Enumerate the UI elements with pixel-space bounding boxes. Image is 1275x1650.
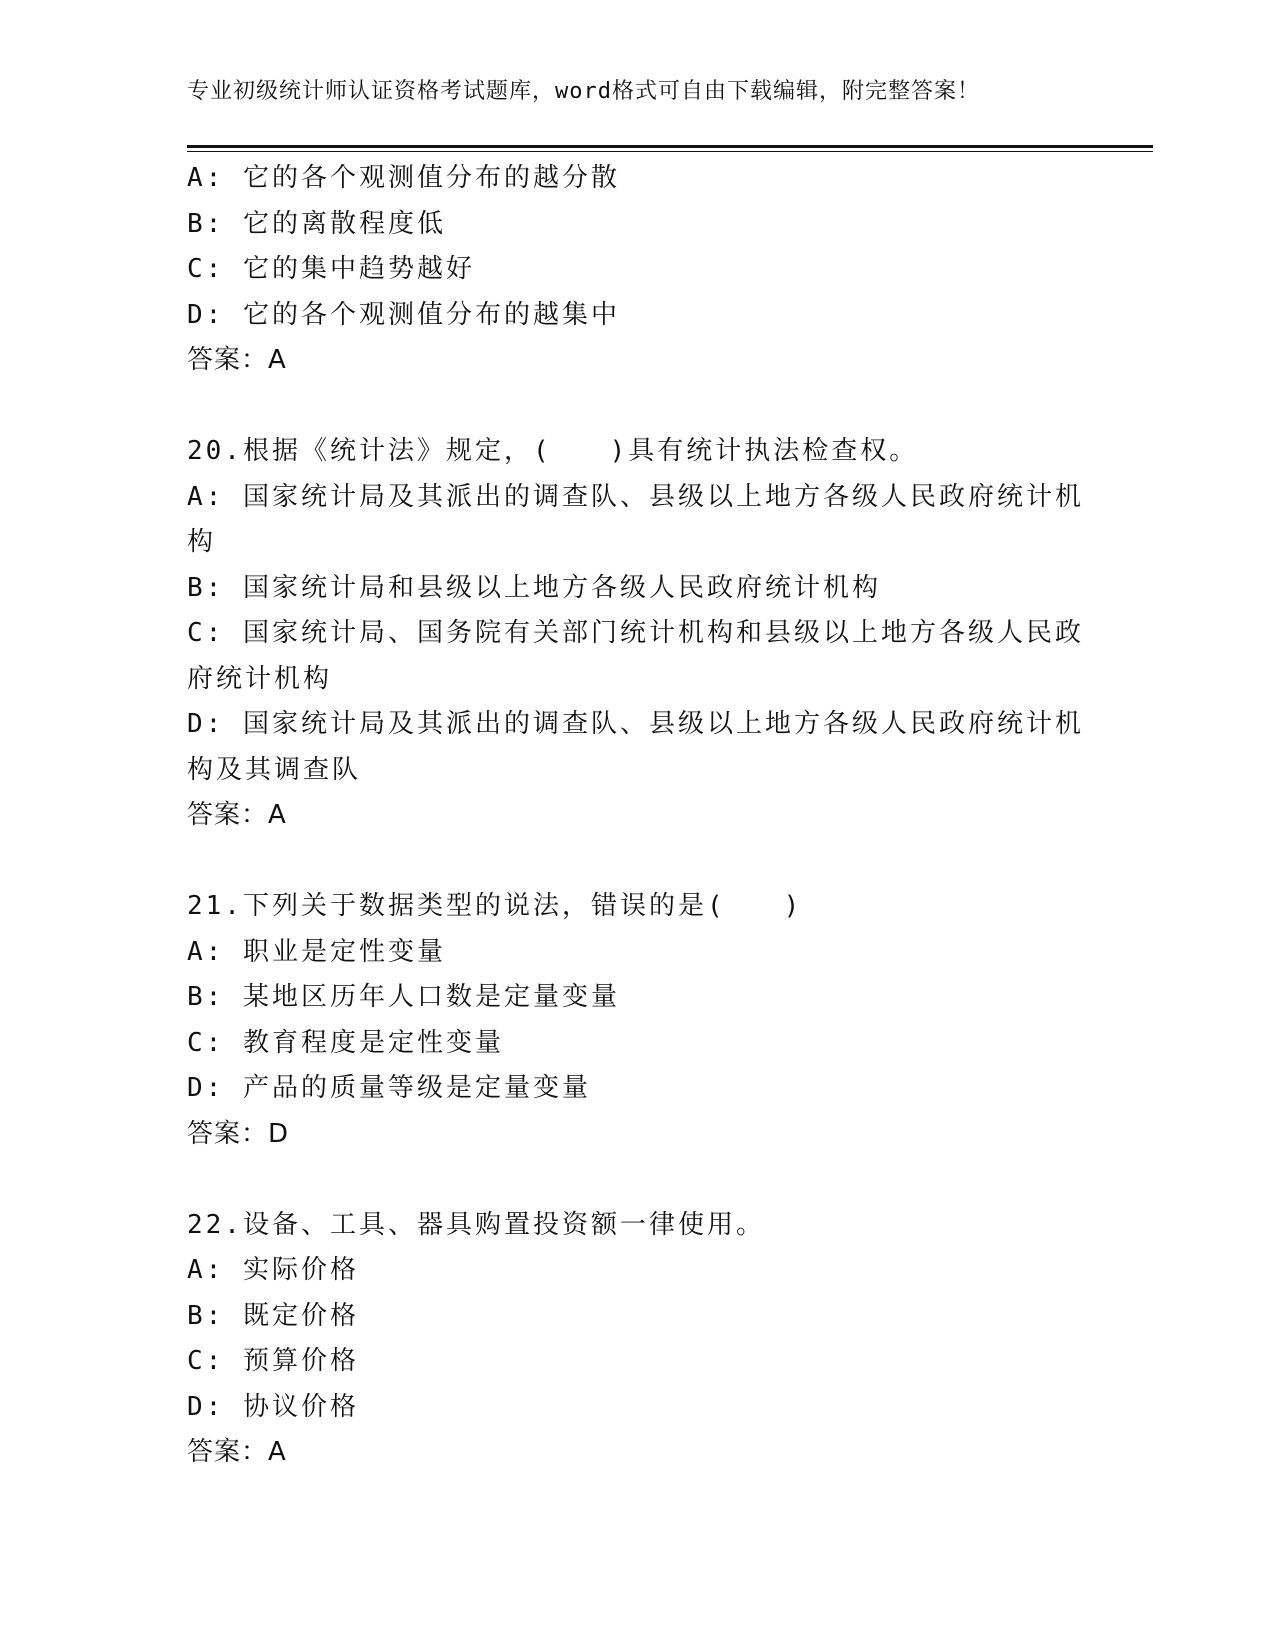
q20-option-d-cont: 构及其调查队	[187, 754, 362, 785]
spacer	[187, 384, 1087, 430]
q22-option-a: A: 实际价格	[187, 1255, 359, 1285]
q20-option-d: D: 国家统计局及其派出的调查队、县级以上地方各级人民政府统计机	[187, 709, 1084, 739]
option-b: B: 它的离散程度低	[187, 208, 446, 239]
q21-option-b: B: 某地区历年人口数是定量变量	[187, 982, 620, 1012]
q20-answer: 答案：A	[187, 800, 287, 830]
q21-option-a: A: 职业是定性变量	[187, 936, 446, 967]
option-a: A: 它的各个观测值分布的越分散	[187, 163, 620, 193]
q20-option-c: C: 国家统计局、国务院有关部门统计机构和县级以上地方各级人民政	[187, 618, 1084, 648]
page-header: 专业初级统计师认证资格考试题库，word格式可自由下载编辑，附完整答案！	[187, 79, 980, 104]
question-21: 21.下列关于数据类型的说法，错误的是( )	[187, 891, 803, 921]
spacer	[187, 1157, 1087, 1203]
q20-option-a-cont: 构	[187, 527, 217, 557]
option-d: D: 它的各个观测值分布的越集中	[187, 299, 620, 330]
q22-option-c: C: 预算价格	[187, 1346, 359, 1376]
question-22: 22.设备、工具、器具购置投资额一律使用。	[187, 1209, 765, 1240]
q20-option-c-cont: 府统计机构	[187, 663, 333, 694]
q20-option-a: A: 国家统计局及其派出的调查队、县级以上地方各级人民政府统计机	[187, 481, 1084, 512]
q22-option-d: D: 协议价格	[187, 1391, 359, 1422]
document-body	[187, 156, 1087, 1476]
q21-answer: 答案：D	[187, 1118, 290, 1149]
question-20: 20.根据《统计法》规定，( )具有统计执法检查权。	[187, 436, 919, 466]
q21-option-d: D: 产品的质量等级是定量变量	[187, 1073, 591, 1103]
header-rule-thin	[187, 151, 1153, 152]
q22-answer: 答案：A	[187, 1437, 287, 1467]
answer: 答案：A	[187, 345, 287, 375]
header-rule-thick	[187, 145, 1153, 148]
q20-option-b: B: 国家统计局和县级以上地方各级人民政府统计机构	[187, 572, 881, 603]
q21-option-c: C: 教育程度是定性变量	[187, 1027, 504, 1058]
option-c: C: 它的集中趋势越好	[187, 254, 475, 284]
spacer	[187, 839, 1087, 885]
q22-option-b: B: 既定价格	[187, 1300, 359, 1331]
